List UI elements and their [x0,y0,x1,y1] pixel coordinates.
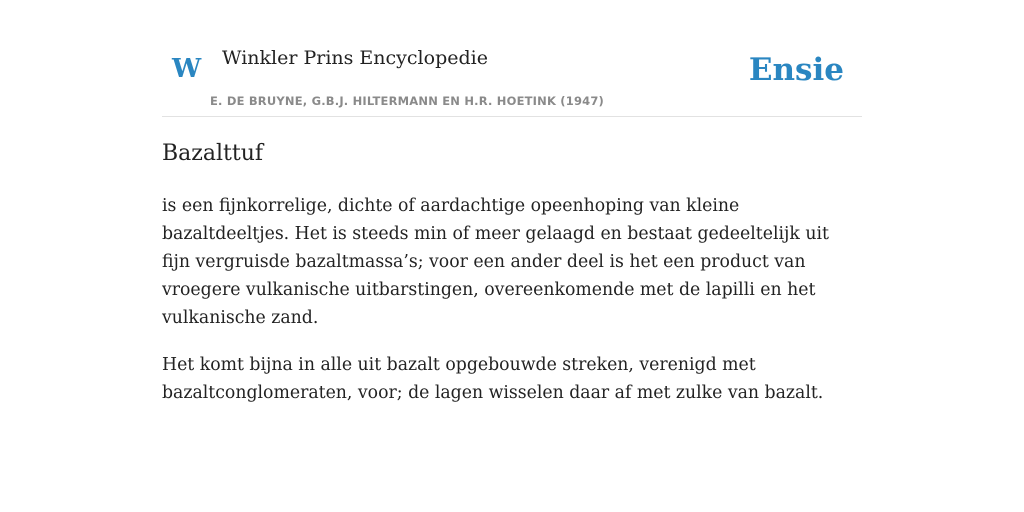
book-title[interactable]: Winkler Prins Encyclopedie [222,47,488,69]
entry-title: Bazalttuf [162,141,264,166]
book-logo[interactable]: W [172,54,202,84]
entry-paragraph: Het komt bijna in alle uit bazalt opgebouwde streken, verenigd met bazaltconglomeraten, voor; de lagen wisselen daar af met zulke van bazalt. [162,355,824,403]
entry-body [162,192,862,426]
ensie-logo-link[interactable]: Ensie [748,52,844,88]
book-authors: E. DE BRUYNE, G.B.J. HILTERMANN EN H.R. HOETINK (1947) [210,94,605,108]
page [162,0,862,512]
entry-paragraph: is een fijnkorrelige, dichte of aardachtige opeenhoping van kleine bazaltdeeltjes. Het is steeds min of meer gelaagd en bestaat gedeeltelijk uit fijn vergruisde bazaltmassa’s; voor een ander deel is het een product van vroegere vulkanische uitbarstingen, overeenkomende met de lapilli en het vulkanische zand. [162,196,829,328]
header [162,0,862,117]
